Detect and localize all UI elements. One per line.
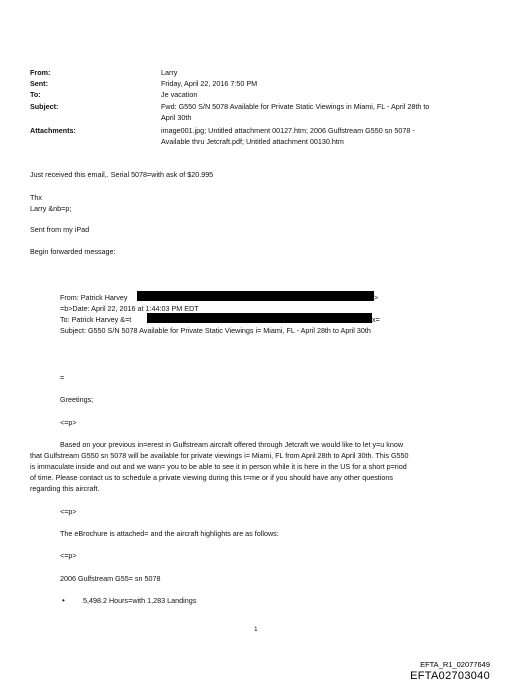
fwd-paragraph-line: regarding this aircraft.: [30, 484, 100, 493]
footer-id-secondary: EFTA02703040: [410, 670, 490, 682]
body-sent-from: Sent from my iPad: [30, 225, 90, 234]
from-value: Larry: [161, 68, 178, 77]
page-number: 1: [254, 626, 258, 633]
from-label: From:: [30, 68, 51, 77]
body-intro-line: Just received this email,. Serial 5078=with ask of $20.995: [30, 170, 214, 179]
fwd-p-tag: <=p>: [60, 551, 77, 560]
fwd-paragraph-line: is immaculate inside and out and we wan= you to be able to see it in person while it is here in the US for a short p=riod: [30, 462, 407, 471]
fwd-equals: =: [60, 373, 65, 382]
fwd-from-suffix: >: [374, 293, 379, 302]
subject-value-line2: April 30th: [161, 113, 192, 122]
fwd-from: From: Patrick Harvey: [60, 293, 128, 302]
attachments-line2: Available thru Jetcraft.pdf; Untitled attachment 00130.htm: [161, 137, 344, 146]
fwd-paragraph-line: Based on your previous in=erest in Gulfstream aircraft offered through Jetcraft we would like to let y=u know: [60, 440, 404, 449]
fwd-model-line: 2006 Gulfstream G55= sn 5078: [60, 574, 161, 583]
redaction-bar: [137, 291, 374, 301]
body-thx: Thx: [30, 193, 42, 202]
attachments-line1: image001.jpg; Untitled attachment 00127.htm; 2006 Gulfstream G550 sn 5078 -: [161, 126, 415, 135]
subject-value-line1: Fwd: G550 S/N 5078 Available for Private Static Viewings in Miami, FL - April 28th to: [161, 102, 430, 111]
sent-label: Sent:: [30, 79, 48, 88]
fwd-p-tag: <=p>: [60, 507, 77, 516]
fwd-subject: Subject: G550 S/N 5078 Available for Private Static Viewings i= Miami, FL - April 28th to April 30th: [60, 326, 371, 335]
subject-label: Subject:: [30, 102, 59, 111]
body-signature: Larry &nb=p;: [30, 204, 72, 213]
fwd-p-tag: <=p>: [60, 418, 77, 427]
attachments-label: Attachments:: [30, 126, 76, 135]
fwd-paragraph-line: that Gulfstream G550 sn 5078 will be available for private viewings i= Miami, FL from April 28th to April 30th. This G550: [30, 451, 409, 460]
redaction-bar: [147, 313, 372, 323]
body-begin-forwarded: Begin forwarded message:: [30, 247, 116, 256]
footer-id-primary: EFTA_R1_02077649: [420, 660, 490, 669]
fwd-date: =b>Date: April 22, 2016 at 1:44:03 PM EDT: [60, 304, 199, 313]
fwd-paragraph-line: of time. Please contact us to schedule a private viewing during this t=me or if you should have any other questions: [30, 473, 393, 482]
fwd-ebrochure-line: The eBrochure is attached= and the aircraft highlights are as follows:: [60, 529, 279, 538]
to-value: Je vacation: [161, 90, 198, 99]
fwd-to: To: Patrick Harvey &=t: [60, 315, 132, 324]
to-label: To:: [30, 90, 41, 99]
fwd-hours-line: 5,498.2 Hours=with 1,283 Landings: [83, 596, 197, 605]
bullet-icon: •: [62, 596, 65, 605]
sent-value: Friday, April 22, 2016 7:50 PM: [161, 79, 258, 88]
fwd-to-suffix: x=: [372, 315, 380, 324]
fwd-greetings: Greetings;: [60, 395, 94, 404]
